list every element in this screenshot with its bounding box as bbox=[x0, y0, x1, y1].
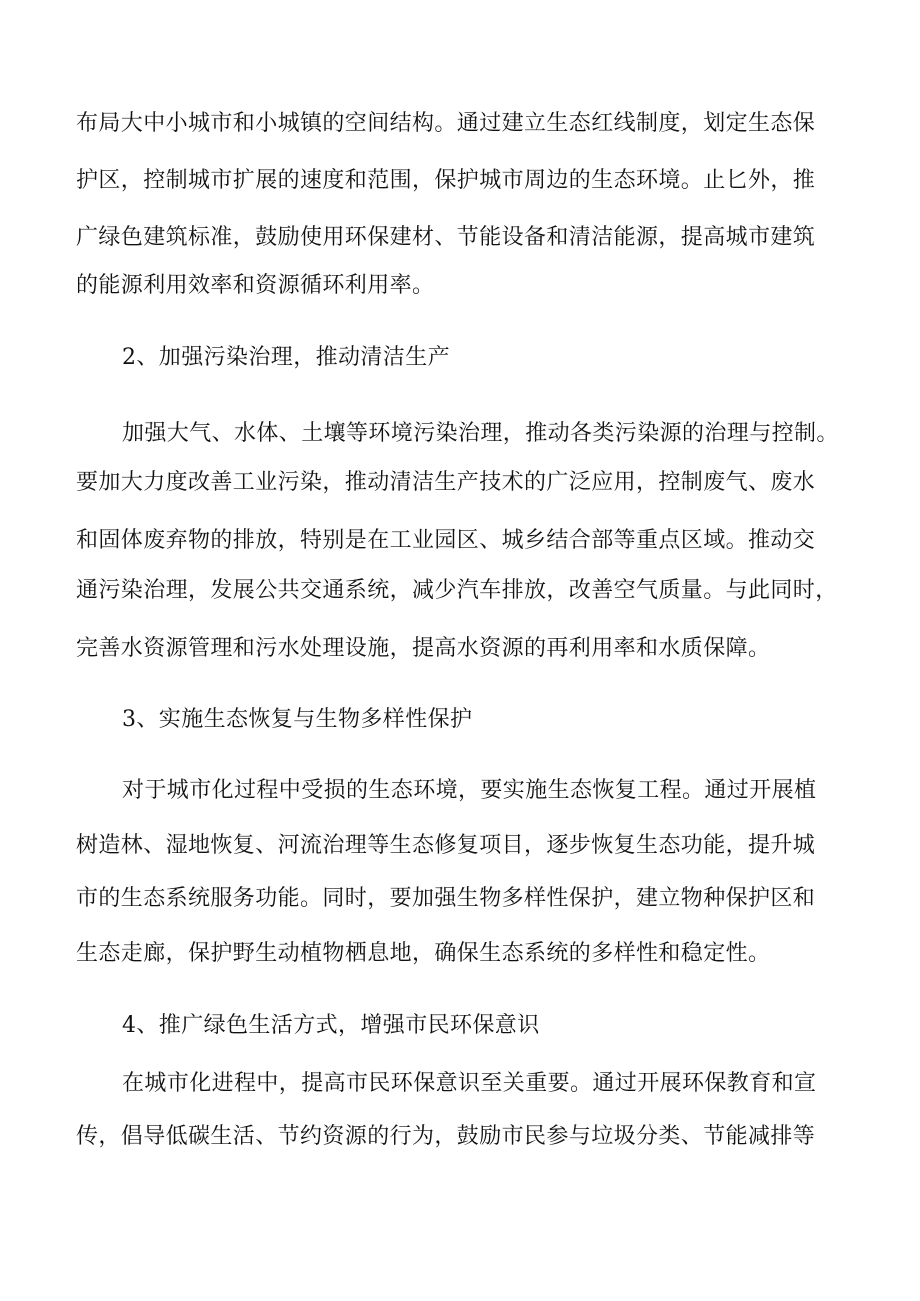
paragraph-line: 在城市化进程中，提高市民环保意识至关重要。通过开展环保教育和宣 bbox=[122, 1071, 817, 1096]
paragraph-line: 市的生态系统服务功能。同时，要加强生物多样性保护，建立物种保护区和 bbox=[76, 886, 816, 911]
paragraph-line: 完善水资源管理和污水处理设施，提高水资源的再利用率和水质保障。 bbox=[76, 636, 771, 661]
paragraph-line: 广绿色建筑标准，鼓励使用环保建材、节能设备和清洁能源，提高城市建筑 bbox=[76, 225, 816, 250]
paragraph-line: 护区，控制城市扩展的速度和范围，保护城市周边的生态环境。止匕外，推 bbox=[76, 168, 816, 193]
paragraph-line: 布局大中小城市和小城镇的空间结构。通过建立生态红线制度，划定生态保 bbox=[76, 111, 816, 136]
paragraph-line: 通污染治理，发展公共交通系统，减少汽车排放，改善空气质量。与此同时， bbox=[76, 578, 838, 603]
paragraph-line: 要加大力度改善工业污染，推动清洁生产技术的广泛应用，控制废气、废水 bbox=[76, 470, 816, 495]
paragraph-line: 传，倡导低碳生活、节约资源的行为，鼓励市民参与垃圾分类、节能减排等 bbox=[76, 1124, 816, 1149]
section-heading: 2、加强污染治理，推动清洁生产 bbox=[122, 345, 450, 370]
section-heading: 4、推广绿色生活方式，增强市民环保意识 bbox=[122, 1013, 540, 1038]
paragraph-line: 树造林、湿地恢复、河流治理等生态修复项目，逐步恢复生态功能，提升城 bbox=[76, 833, 816, 858]
section-heading: 3、实施生态恢复与生物多样性保护 bbox=[122, 707, 473, 732]
paragraph-line: 对于城市化过程中受损的生态环境，要实施生态恢复工程。通过开展植 bbox=[122, 778, 817, 803]
paragraph-line: 生态走廊，保护野生动植物栖息地，确保生态系统的多样性和稳定性。 bbox=[76, 941, 771, 966]
paragraph-line: 加强大气、水体、土壤等环境污染治理，推动各类污染源的治理与控制。 bbox=[122, 421, 839, 446]
paragraph-line: 和固体废弃物的排放，特别是在工业园区、城乡结合部等重点区域。推动交 bbox=[76, 528, 816, 553]
paragraph-line: 的能源利用效率和资源循环利用率。 bbox=[76, 273, 435, 298]
